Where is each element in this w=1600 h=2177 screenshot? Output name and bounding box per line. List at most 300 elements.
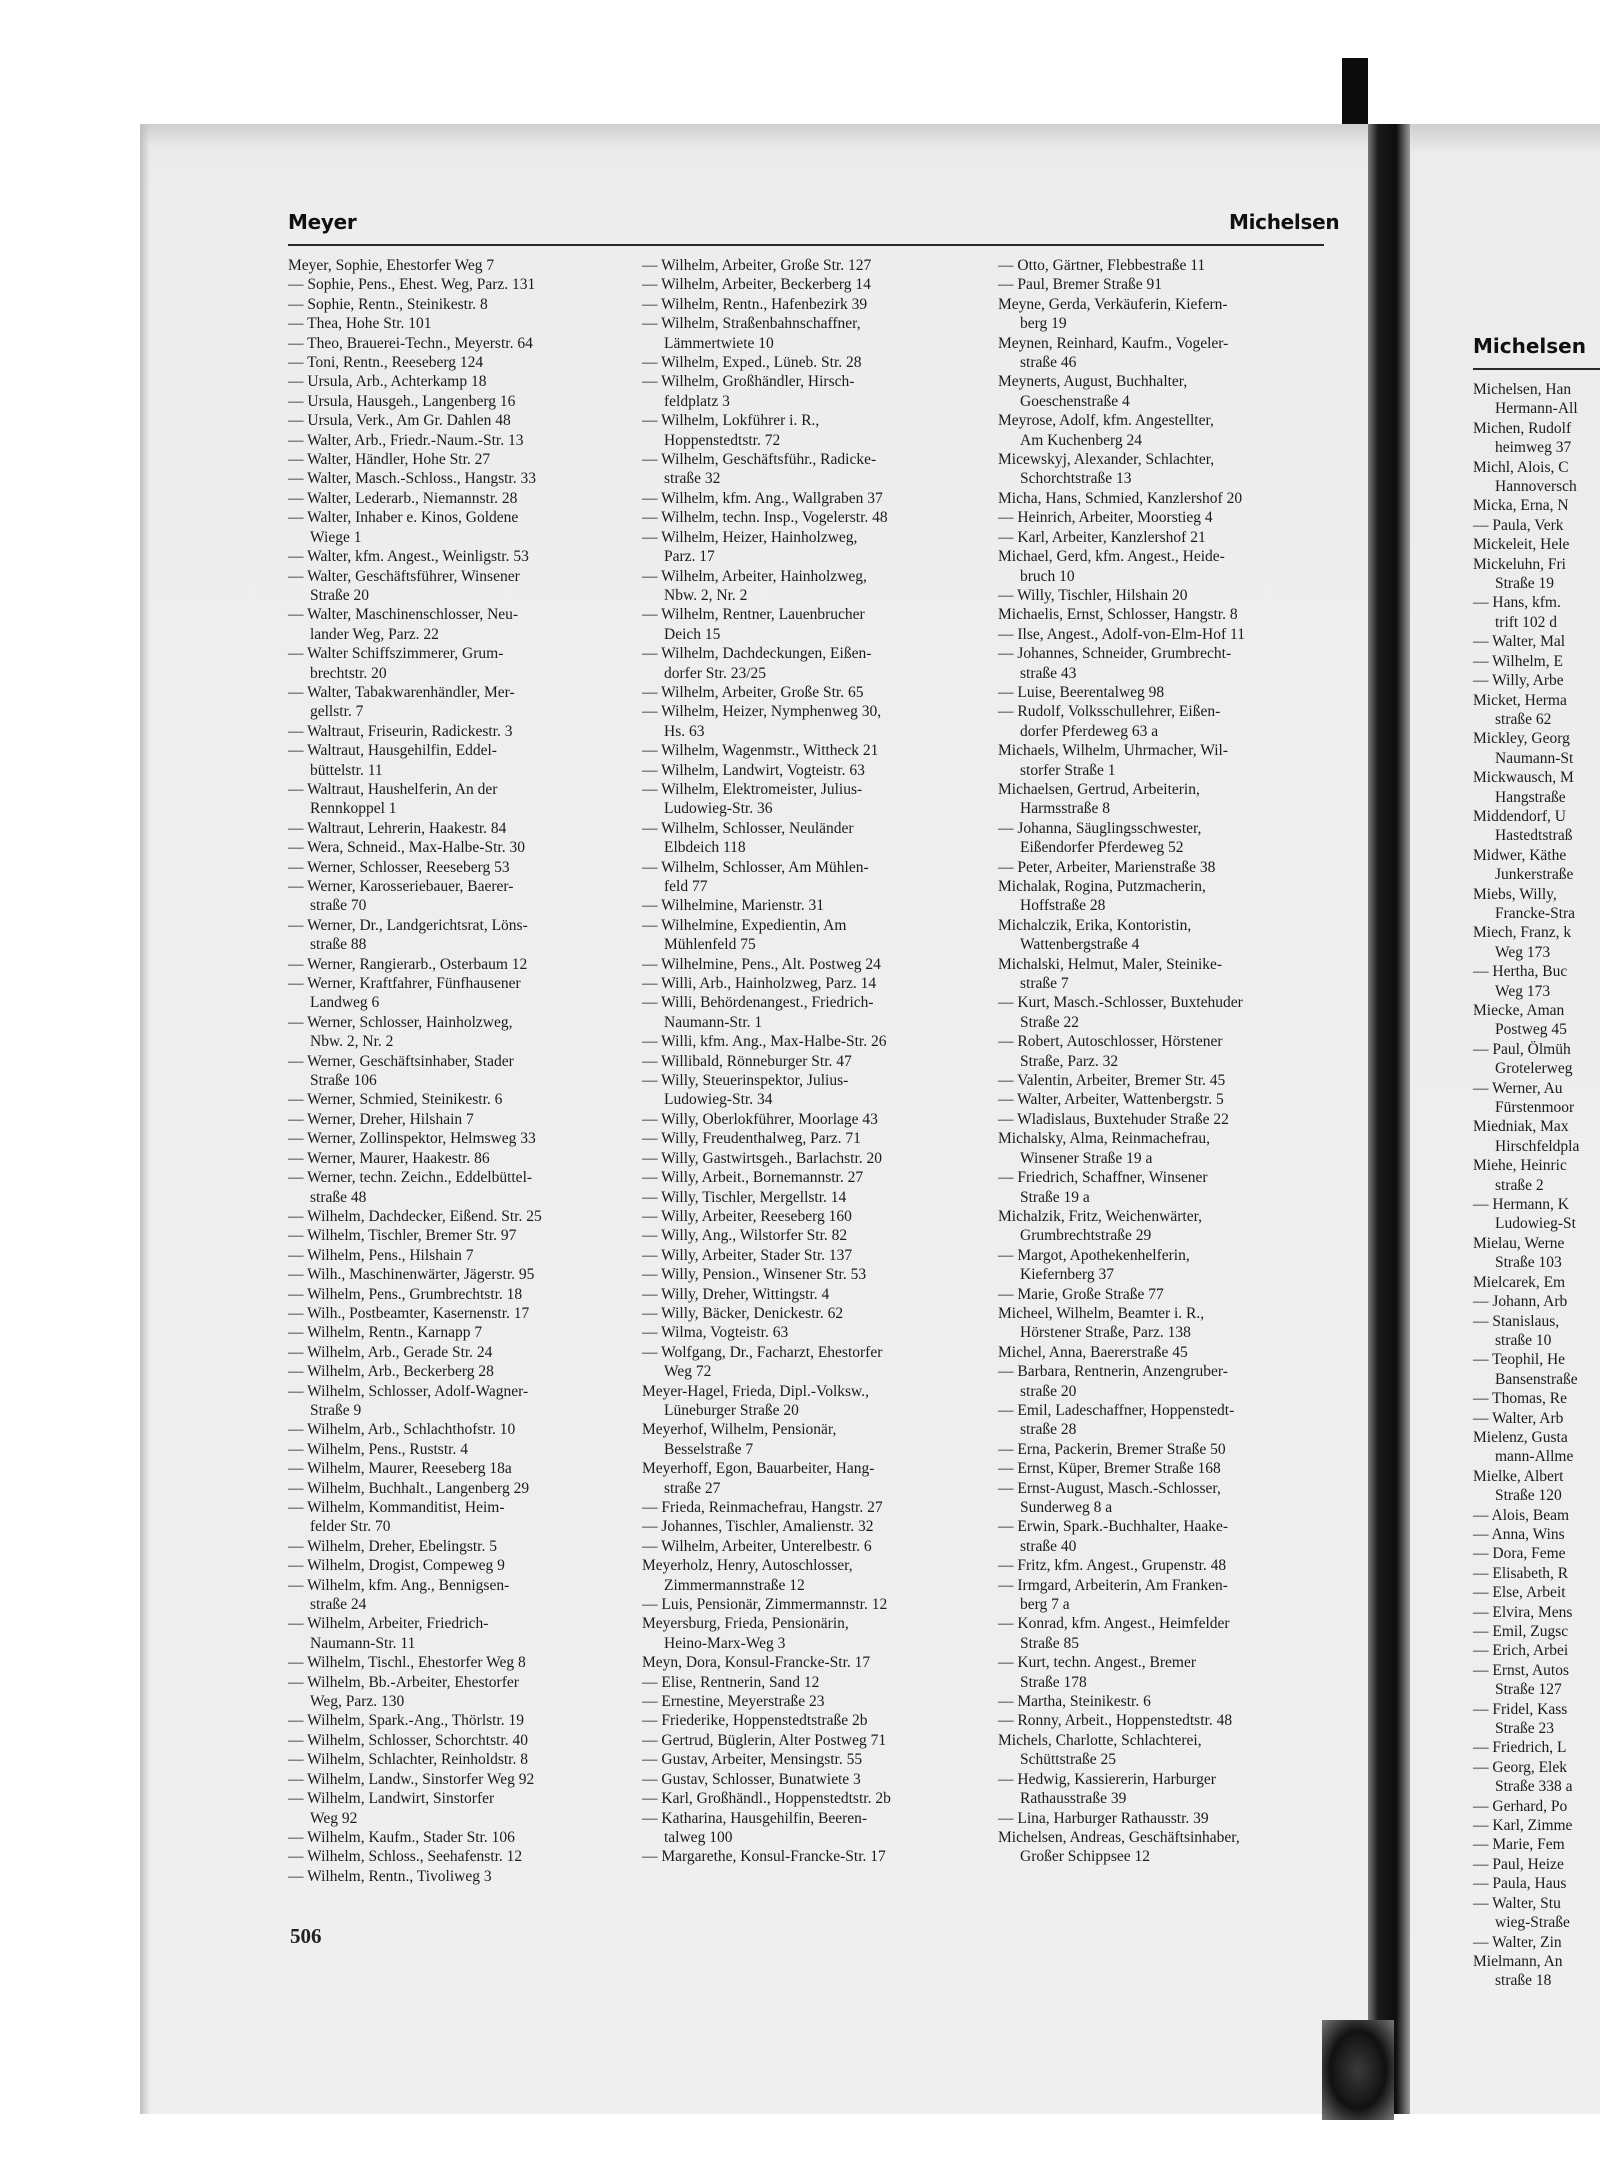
entry-text: — Margot, Apothekenhelferin, bbox=[998, 1246, 1190, 1264]
directory-entry bbox=[288, 1440, 618, 1459]
directory-entry bbox=[998, 1440, 1330, 1459]
directory-entry bbox=[642, 1420, 972, 1459]
directory-entry bbox=[642, 450, 972, 489]
entry-text: — Willy, Oberlokführer, Moorlage 43 bbox=[642, 1110, 878, 1128]
directory-entry bbox=[998, 334, 1330, 373]
directory-entry bbox=[998, 1731, 1330, 1770]
directory-entry bbox=[998, 780, 1330, 819]
entry-text: — Ilse, Angest., Adolf-von-Elm-Hof 11 bbox=[998, 625, 1245, 643]
directory-entry bbox=[288, 1770, 618, 1789]
directory-entry bbox=[642, 1168, 972, 1187]
entry-text: — Sophie, Rentn., Steinikestr. 8 bbox=[288, 295, 488, 313]
directory-entry bbox=[642, 1382, 972, 1421]
entry-text: — Ernestine, Meyerstraße 23 bbox=[642, 1693, 825, 1711]
entry-text: — Wladislaus, Buxtehuder Straße 22 bbox=[998, 1110, 1229, 1128]
entry-continuation: Straße 20 bbox=[310, 586, 369, 604]
next-page-line: — Werner, Au bbox=[1473, 1079, 1563, 1097]
entry-text: — Ursula, Arb., Achterkamp 18 bbox=[288, 373, 487, 391]
directory-entry bbox=[288, 314, 618, 333]
directory-entry bbox=[642, 955, 972, 974]
entry-text: — Wilhelm, Landwirt, Vogteistr. 63 bbox=[642, 761, 865, 779]
entry-text: — Wilh., Maschinenwärter, Jägerstr. 95 bbox=[288, 1266, 535, 1284]
directory-entry bbox=[998, 256, 1330, 275]
entry-text: — Paul, Bremer Straße 91 bbox=[998, 276, 1163, 294]
directory-entry bbox=[642, 1149, 972, 1168]
directory-entry bbox=[288, 1285, 618, 1304]
entry-continuation: Heino-Marx-Weg 3 bbox=[664, 1634, 786, 1652]
entry-text: Michaels, Wilhelm, Uhrmacher, Wil- bbox=[998, 742, 1228, 760]
entry-text: — Fritz, kfm. Angest., Grupenstr. 48 bbox=[998, 1557, 1227, 1575]
directory-entry bbox=[998, 508, 1330, 527]
entry-continuation: Elbdeich 118 bbox=[664, 839, 746, 857]
entry-text: — Wilhelm, Pens., Ruststr. 4 bbox=[288, 1440, 468, 1458]
entry-continuation: Mühlenfeld 75 bbox=[664, 936, 756, 954]
entry-text: — Lina, Harburger Rathausstr. 39 bbox=[998, 1809, 1209, 1827]
directory-entry bbox=[998, 916, 1330, 955]
entry-text: Michalczik, Erika, Kontoristin, bbox=[998, 916, 1192, 934]
directory-entry bbox=[642, 741, 972, 760]
next-page-line: — Marie, Fem bbox=[1473, 1836, 1565, 1854]
entry-text: — Johanna, Säuglingsschwester, bbox=[998, 819, 1202, 837]
directory-entry bbox=[998, 993, 1330, 1032]
next-page-line: Mickeleit, Hele bbox=[1473, 536, 1570, 554]
directory-entry bbox=[288, 1207, 618, 1226]
entry-text: — Wilhelm, Tischler, Bremer Str. 97 bbox=[288, 1227, 517, 1245]
entry-text: — Willy, Tischler, Mergellstr. 14 bbox=[642, 1188, 847, 1206]
entry-text: — Valentin, Arbeiter, Bremer Str. 45 bbox=[998, 1072, 1226, 1090]
directory-column-1 bbox=[288, 256, 618, 1886]
entry-text: — Waltraut, Lehrerin, Haakestr. 84 bbox=[288, 819, 507, 837]
entry-text: — Wilhelm, Tischl., Ehestorfer Weg 8 bbox=[288, 1654, 526, 1672]
directory-entry bbox=[998, 1479, 1330, 1518]
entry-text: — Willi, Arb., Hainholzweg, Parz. 14 bbox=[642, 975, 877, 993]
directory-entry bbox=[642, 1847, 972, 1866]
directory-entry bbox=[288, 858, 618, 877]
entry-continuation: straße 88 bbox=[310, 936, 367, 954]
directory-entry bbox=[288, 1847, 618, 1866]
entry-text: — Ronny, Arbeit., Hoppenstedtstr. 48 bbox=[998, 1712, 1233, 1730]
directory-entry bbox=[642, 411, 972, 450]
directory-entry bbox=[642, 489, 972, 508]
next-page-line: Midwer, Käthe bbox=[1473, 846, 1567, 864]
next-page-line: — Alois, Beam bbox=[1473, 1506, 1570, 1524]
entry-text: Meyn, Dora, Konsul-Francke-Str. 17 bbox=[642, 1654, 871, 1672]
directory-entry bbox=[288, 780, 618, 819]
entry-continuation: Naumann-Str. 11 bbox=[310, 1634, 416, 1652]
next-page-line: — Karl, Zimme bbox=[1473, 1817, 1573, 1835]
next-page-line: — Gerhard, Po bbox=[1473, 1797, 1568, 1815]
entry-text: Michael, Gerd, kfm. Angest., Heide- bbox=[998, 548, 1225, 566]
directory-entry bbox=[288, 275, 618, 294]
entry-continuation: Wattenbergstraße 4 bbox=[1020, 936, 1140, 954]
directory-entry bbox=[998, 955, 1330, 994]
entry-continuation: Straße, Parz. 32 bbox=[1020, 1052, 1119, 1070]
entry-text: — Wilhelm, Rentn., Hafenbezirk 39 bbox=[642, 295, 868, 313]
directory-entry bbox=[288, 567, 618, 606]
directory-entry bbox=[642, 1246, 972, 1265]
directory-entry bbox=[288, 1246, 618, 1265]
directory-entry bbox=[288, 411, 618, 430]
next-page-line: Miecke, Aman bbox=[1473, 1002, 1565, 1019]
directory-entry bbox=[998, 1809, 1330, 1828]
entry-text: — Walter, Geschäftsführer, Winsener bbox=[288, 567, 520, 585]
entry-text: Micewskyj, Alexander, Schlachter, bbox=[998, 451, 1215, 469]
directory-entry bbox=[642, 605, 972, 644]
entry-continuation: Nbw. 2, Nr. 2 bbox=[310, 1033, 394, 1051]
entry-text: — Walter, Maschinenschlosser, Neu- bbox=[288, 606, 519, 624]
next-page-line: Mickley, Georg bbox=[1473, 730, 1570, 748]
entry-text: — Wilhelm, Heizer, Hainholzweg, bbox=[642, 528, 858, 546]
entry-text: — Waltraut, Haushelferin, An der bbox=[288, 780, 498, 798]
entry-text: — Werner, Rangierarb., Osterbaum 12 bbox=[288, 955, 528, 973]
entry-text: — Kurt, techn. Angest., Bremer bbox=[998, 1654, 1197, 1672]
next-page-line: straße 18 bbox=[1495, 1972, 1552, 1990]
entry-continuation: Am Kuchenberg 24 bbox=[1020, 431, 1142, 449]
next-page-line: Mickeluhn, Fri bbox=[1473, 555, 1566, 573]
entry-text: Meyer, Sophie, Ehestorfer Weg 7 bbox=[288, 257, 495, 274]
entry-text: Michels, Charlotte, Schlachterei, bbox=[998, 1731, 1202, 1749]
entry-text: — Wilhelm, Landwirt, Sinstorfer bbox=[288, 1790, 495, 1808]
entry-text: — Wilhelm, Straßenbahnschaffner, bbox=[642, 315, 861, 333]
entry-text: — Friederike, Hoppenstedtstraße 2b bbox=[642, 1712, 868, 1730]
directory-entry bbox=[288, 431, 618, 450]
running-head-left: Meyer bbox=[288, 210, 357, 234]
entry-text: — Wilhelm, Schlosser, Am Mühlen- bbox=[642, 858, 869, 876]
entry-text: Micheel, Wilhelm, Beamter i. R., bbox=[998, 1304, 1205, 1322]
next-page-line: — Willy, Arbe bbox=[1473, 672, 1564, 690]
entry-text: — Katharina, Hausgehilfin, Beeren- bbox=[642, 1809, 868, 1827]
next-page-line: — Teophil, He bbox=[1473, 1351, 1566, 1369]
entry-text: Meynerts, August, Buchhalter, bbox=[998, 373, 1188, 391]
next-page-line: — Fridel, Kass bbox=[1473, 1700, 1568, 1718]
entry-text: — Rudolf, Volksschullehrer, Eißen- bbox=[998, 703, 1221, 721]
directory-entry bbox=[998, 586, 1330, 605]
next-page-line: Mielke, Albert bbox=[1473, 1467, 1564, 1485]
entry-continuation: feld 77 bbox=[664, 878, 708, 895]
directory-entry bbox=[642, 1343, 972, 1382]
entry-text: — Margarethe, Konsul-Francke-Str. 17 bbox=[642, 1848, 886, 1866]
directory-entry bbox=[288, 295, 618, 314]
directory-entry bbox=[642, 1071, 972, 1110]
next-page-line: Bansenstraße bbox=[1495, 1370, 1578, 1388]
directory-entry bbox=[642, 1537, 972, 1556]
next-page-line: Straße 338 a bbox=[1495, 1778, 1573, 1796]
next-page-line: — Hermann, K bbox=[1473, 1196, 1569, 1214]
entry-text: — Werner, Schlosser, Reeseberg 53 bbox=[288, 858, 510, 876]
entry-text: Michel, Anna, Baererstraße 45 bbox=[998, 1343, 1188, 1361]
entry-text: — Wilhelm, kfm. Ang., Bennigsen- bbox=[288, 1576, 510, 1594]
entry-continuation: straße 7 bbox=[1020, 975, 1069, 993]
entry-continuation: Sunderweg 8 a bbox=[1020, 1499, 1113, 1516]
directory-entry bbox=[998, 1459, 1330, 1478]
directory-entry bbox=[998, 1110, 1330, 1129]
entry-continuation: bruch 10 bbox=[1020, 567, 1075, 585]
entry-continuation: Straße 22 bbox=[1020, 1013, 1079, 1031]
entry-continuation: Goeschenstraße 4 bbox=[1020, 392, 1130, 410]
next-page-line: — Walter, Arb bbox=[1473, 1409, 1564, 1427]
next-page-line: — Hans, kfm. bbox=[1473, 594, 1561, 612]
next-page-line: trift 102 d bbox=[1495, 613, 1557, 631]
entry-text: — Robert, Autoschlosser, Hörstener bbox=[998, 1033, 1223, 1051]
next-page-line: — Walter, Mal bbox=[1473, 633, 1566, 651]
entry-text: Meynen, Reinhard, Kaufm., Vogeler- bbox=[998, 334, 1229, 352]
directory-entry bbox=[288, 877, 618, 916]
directory-entry bbox=[998, 1285, 1330, 1304]
entry-text: — Frieda, Reinmachefrau, Hangstr. 27 bbox=[642, 1499, 883, 1516]
entry-text: — Wilhelm, Arb., Schlachthofstr. 10 bbox=[288, 1421, 516, 1439]
entry-text: Michaelis, Ernst, Schlosser, Hangstr. 8 bbox=[998, 606, 1238, 624]
next-page-line: Straße 19 bbox=[1495, 575, 1554, 593]
entry-text: — Hedwig, Kassiererin, Harburger bbox=[998, 1770, 1216, 1788]
entry-text: — Erna, Packerin, Bremer Straße 50 bbox=[998, 1440, 1226, 1458]
next-page-line: Micket, Herma bbox=[1473, 691, 1567, 709]
entry-continuation: Straße 85 bbox=[1020, 1634, 1079, 1652]
entry-text: — Willy, Steuerinspektor, Julius- bbox=[642, 1072, 849, 1090]
directory-entry bbox=[998, 819, 1330, 858]
entry-text: — Wilhelmine, Expedientin, Am bbox=[642, 916, 847, 934]
directory-entry bbox=[288, 1498, 618, 1537]
directory-entry bbox=[288, 547, 618, 566]
entry-continuation: Harmsstraße 8 bbox=[1020, 800, 1110, 818]
entry-text: — Waltraut, Hausgehilfin, Eddel- bbox=[288, 742, 497, 760]
entry-text: — Wilhelm, techn. Insp., Vogelerstr. 48 bbox=[642, 509, 888, 527]
entry-text: — Toni, Rentn., Reeseberg 124 bbox=[288, 354, 484, 372]
next-page-line: Weg 173 bbox=[1495, 982, 1551, 1000]
entry-continuation: lander Weg, Parz. 22 bbox=[310, 625, 439, 643]
entry-text: — Wilhelm, Wagenmstr., Wittheck 21 bbox=[642, 742, 879, 760]
entry-continuation: berg 7 a bbox=[1020, 1596, 1070, 1614]
directory-entry bbox=[288, 1362, 618, 1381]
next-page-line: — Georg, Elek bbox=[1473, 1758, 1567, 1776]
entry-continuation: straße 46 bbox=[1020, 354, 1077, 372]
entry-text: — Wilhelm, Geschäftsführ., Radicke- bbox=[642, 451, 877, 469]
directory-entry bbox=[998, 1576, 1330, 1615]
entry-text: — Walter, kfm. Angest., Weinligstr. 53 bbox=[288, 548, 529, 566]
entry-continuation: Parz. 17 bbox=[664, 548, 715, 566]
entry-continuation: Kiefernberg 37 bbox=[1020, 1266, 1114, 1284]
entry-text: — Werner, Schlosser, Hainholzweg, bbox=[288, 1013, 513, 1031]
directory-entry bbox=[998, 489, 1330, 508]
directory-entry bbox=[998, 1517, 1330, 1556]
directory-entry bbox=[288, 955, 618, 974]
directory-entry bbox=[288, 1226, 618, 1245]
entry-continuation: straße 28 bbox=[1020, 1421, 1077, 1439]
entry-text: — Irmgard, Arbeiterin, Am Franken- bbox=[998, 1576, 1228, 1594]
entry-text: — Wilhelmine, Marienstr. 31 bbox=[642, 897, 825, 915]
gutter-binding bbox=[1322, 2020, 1394, 2120]
directory-entry bbox=[288, 605, 618, 644]
directory-entry bbox=[288, 1867, 618, 1886]
directory-entry bbox=[998, 411, 1330, 450]
entry-text: — Willy, Arbeit., Bornemannstr. 27 bbox=[642, 1169, 864, 1187]
entry-text: — Willy, Ang., Wilstorfer Str. 82 bbox=[642, 1227, 848, 1245]
directory-entry bbox=[288, 1479, 618, 1498]
next-page-line: Weg 173 bbox=[1495, 943, 1551, 961]
directory-entry bbox=[642, 1673, 972, 1692]
directory-entry bbox=[998, 1246, 1330, 1285]
directory-entry bbox=[288, 1323, 618, 1342]
directory-entry bbox=[642, 1711, 972, 1730]
next-page-line: Mickwausch, M bbox=[1473, 769, 1574, 787]
entry-text: Meyerhoff, Egon, Bauarbeiter, Hang- bbox=[642, 1460, 875, 1478]
directory-entry bbox=[642, 1692, 972, 1711]
directory-entry bbox=[998, 1653, 1330, 1692]
directory-entry bbox=[998, 1304, 1330, 1343]
entry-text: — Willi, kfm. Ang., Max-Halbe-Str. 26 bbox=[642, 1033, 887, 1051]
directory-entry bbox=[998, 528, 1330, 547]
next-page-line: Hirschfeldpla bbox=[1495, 1137, 1580, 1155]
entry-continuation: felder Str. 70 bbox=[310, 1518, 391, 1536]
entry-text: Meyerholz, Henry, Autoschlosser, bbox=[642, 1557, 853, 1575]
directory-entry bbox=[288, 1149, 618, 1168]
entry-continuation: straße 20 bbox=[1020, 1382, 1077, 1400]
next-page-line: — Wilhelm, E bbox=[1473, 652, 1563, 670]
directory-entry bbox=[288, 1673, 618, 1712]
next-page-line: Miech, Franz, k bbox=[1473, 924, 1572, 942]
entry-text: — Werner, Karosseriebauer, Baerer- bbox=[288, 878, 514, 895]
entry-continuation: Grumbrechtstraße 29 bbox=[1020, 1227, 1152, 1245]
entry-text: — Kurt, Masch.-Schlosser, Buxtehuder bbox=[998, 994, 1243, 1012]
directory-entry bbox=[288, 722, 618, 741]
directory-entry bbox=[288, 741, 618, 780]
entry-text: Michelsen, Andreas, Geschäftsinhaber, bbox=[998, 1828, 1240, 1846]
next-page-line: — Johann, Arb bbox=[1473, 1293, 1568, 1311]
directory-entry bbox=[288, 508, 618, 547]
directory-entry bbox=[288, 353, 618, 372]
entry-continuation: Deich 15 bbox=[664, 625, 721, 643]
directory-entry bbox=[998, 1711, 1330, 1730]
directory-entry bbox=[642, 1595, 972, 1614]
directory-entry bbox=[288, 1304, 618, 1323]
entry-continuation: straße 24 bbox=[310, 1596, 367, 1614]
entry-text: — Gustav, Arbeiter, Mensingstr. 55 bbox=[642, 1751, 863, 1769]
next-page-line: Miebs, Willy, bbox=[1473, 885, 1557, 903]
entry-text: — Werner, Zollinspektor, Helmsweg 33 bbox=[288, 1130, 536, 1148]
directory-entry bbox=[642, 702, 972, 741]
entry-text: — Wilhelm, Bb.-Arbeiter, Ehestorfer bbox=[288, 1673, 519, 1691]
entry-text: Meyersburg, Frieda, Pensionärin, bbox=[642, 1615, 849, 1633]
next-page-line: Straße 23 bbox=[1495, 1720, 1554, 1738]
entry-continuation: Weg, Parz. 130 bbox=[310, 1693, 405, 1711]
directory-entry bbox=[998, 1071, 1330, 1090]
directory-entry bbox=[642, 780, 972, 819]
directory-entry bbox=[288, 1750, 618, 1769]
entry-text: — Heinrich, Arbeiter, Moorstieg 4 bbox=[998, 509, 1213, 527]
directory-entry bbox=[642, 1110, 972, 1129]
entry-text: — Werner, Schmied, Steinikestr. 6 bbox=[288, 1091, 503, 1109]
entry-text: — Wilhelm, kfm. Ang., Wallgraben 37 bbox=[642, 489, 883, 507]
directory-entry bbox=[288, 1420, 618, 1439]
entry-text: — Wilma, Vogteistr. 63 bbox=[642, 1324, 789, 1342]
next-page-line: heimweg 37 bbox=[1495, 439, 1572, 457]
next-page-line: Mielcarek, Em bbox=[1473, 1273, 1566, 1291]
entry-text: — Wera, Schneid., Max-Halbe-Str. 30 bbox=[288, 839, 525, 857]
entry-text: — Wilhelm, Arbeiter, Friedrich- bbox=[288, 1615, 489, 1633]
directory-entry bbox=[288, 1382, 618, 1421]
directory-entry bbox=[642, 1207, 972, 1226]
entry-continuation: Lämmertwiete 10 bbox=[664, 334, 774, 352]
entry-text: — Gertrud, Büglerin, Alter Postweg 71 bbox=[642, 1731, 887, 1749]
directory-entry bbox=[642, 1226, 972, 1245]
next-page-line: Michl, Alois, C bbox=[1473, 458, 1569, 476]
directory-entry bbox=[642, 644, 972, 683]
directory-entry bbox=[998, 683, 1330, 702]
next-page-line: — Erich, Arbei bbox=[1473, 1642, 1569, 1660]
entry-text: — Wilhelm, Spark.-Ang., Thörlstr. 19 bbox=[288, 1712, 525, 1730]
directory-entry bbox=[642, 314, 972, 353]
entry-text: — Martha, Steinikestr. 6 bbox=[998, 1693, 1151, 1711]
next-page-line: Straße 103 bbox=[1495, 1254, 1562, 1272]
entry-text: — Werner, Dreher, Hilshain 7 bbox=[288, 1110, 474, 1128]
entry-text: — Wilhelm, Maurer, Reeseberg 18a bbox=[288, 1460, 512, 1478]
entry-text: Meyer-Hagel, Frieda, Dipl.-Volksw., bbox=[642, 1382, 869, 1400]
entry-continuation: Straße 178 bbox=[1020, 1673, 1087, 1691]
next-page-line: Hastedtstraß bbox=[1495, 827, 1573, 845]
directory-entry bbox=[288, 372, 618, 391]
next-page-line: Fürstenmoor bbox=[1495, 1099, 1575, 1117]
entry-text: — Sophie, Pens., Ehest. Weg, Parz. 131 bbox=[288, 276, 536, 294]
directory-entry bbox=[998, 1692, 1330, 1711]
entry-text: — Wilhelmine, Pens., Alt. Postweg 24 bbox=[642, 955, 881, 973]
entry-continuation: talweg 100 bbox=[664, 1828, 733, 1846]
next-page-line: — Anna, Wins bbox=[1473, 1525, 1565, 1543]
next-page-line: — Emil, Zugsc bbox=[1473, 1623, 1569, 1640]
directory-entry bbox=[288, 1537, 618, 1556]
next-page-line: — Elvira, Mens bbox=[1473, 1603, 1573, 1621]
directory-entry bbox=[642, 761, 972, 780]
entry-text: — Walter Schiffszimmerer, Grum- bbox=[288, 645, 504, 663]
directory-entry bbox=[642, 1789, 972, 1808]
directory-entry bbox=[642, 1032, 972, 1051]
entry-text: — Wilhelm, Heizer, Nymphenweg 30, bbox=[642, 703, 882, 721]
directory-entry bbox=[998, 1207, 1330, 1246]
next-page-line: Ludowieg-St bbox=[1495, 1215, 1576, 1233]
directory-entry bbox=[288, 469, 618, 488]
entry-continuation: Hoppenstedtstr. 72 bbox=[664, 431, 781, 449]
directory-column-3 bbox=[998, 256, 1330, 1867]
entry-text: — Wilhelm, Schlosser, Schorchtstr. 40 bbox=[288, 1731, 528, 1749]
directory-entry bbox=[998, 450, 1330, 489]
directory-column-2 bbox=[642, 256, 972, 1867]
entry-text: Michalzik, Fritz, Weichenwärter, bbox=[998, 1207, 1203, 1225]
entry-text: — Karl, Großhändl., Hoppenstedtstr. 2b bbox=[642, 1790, 891, 1808]
entry-text: Michalski, Helmut, Maler, Steinike- bbox=[998, 955, 1223, 973]
directory-entry bbox=[642, 1188, 972, 1207]
next-page-line: Mielau, Werne bbox=[1473, 1234, 1565, 1252]
entry-text: — Konrad, kfm. Angest., Heimfelder bbox=[998, 1615, 1230, 1633]
next-page-line: — Hertha, Buc bbox=[1473, 963, 1568, 981]
entry-text: — Wilhelm, Lokführer i. R., bbox=[642, 412, 820, 430]
entry-text: — Wilhelm, Schlachter, Reinholdstr. 8 bbox=[288, 1751, 528, 1769]
entry-text: — Wilhelm, Dachdeckungen, Eißen- bbox=[642, 645, 872, 663]
next-page-line: Hermann-All bbox=[1495, 400, 1578, 418]
directory-entry bbox=[288, 683, 618, 722]
directory-entry bbox=[288, 1110, 618, 1129]
directory-entry bbox=[642, 1323, 972, 1342]
directory-entry bbox=[642, 1770, 972, 1789]
entry-continuation: Weg 72 bbox=[664, 1363, 712, 1381]
entry-continuation: Naumann-Str. 1 bbox=[664, 1013, 763, 1031]
directory-entry bbox=[998, 741, 1330, 780]
entry-text: — Wilhelm, Schlosser, Adolf-Wagner- bbox=[288, 1382, 529, 1400]
entry-text: — Willy, Dreher, Wittingstr. 4 bbox=[642, 1285, 830, 1303]
entry-text: — Wilhelm, Arbeiter, Große Str. 127 bbox=[642, 257, 872, 274]
next-page-line: Miedniak, Max bbox=[1473, 1118, 1569, 1136]
directory-entry bbox=[288, 644, 618, 683]
directory-entry bbox=[998, 1090, 1330, 1109]
next-page-line: — Paul, Heize bbox=[1473, 1855, 1564, 1873]
running-head-right: Michelsen bbox=[1229, 210, 1340, 234]
